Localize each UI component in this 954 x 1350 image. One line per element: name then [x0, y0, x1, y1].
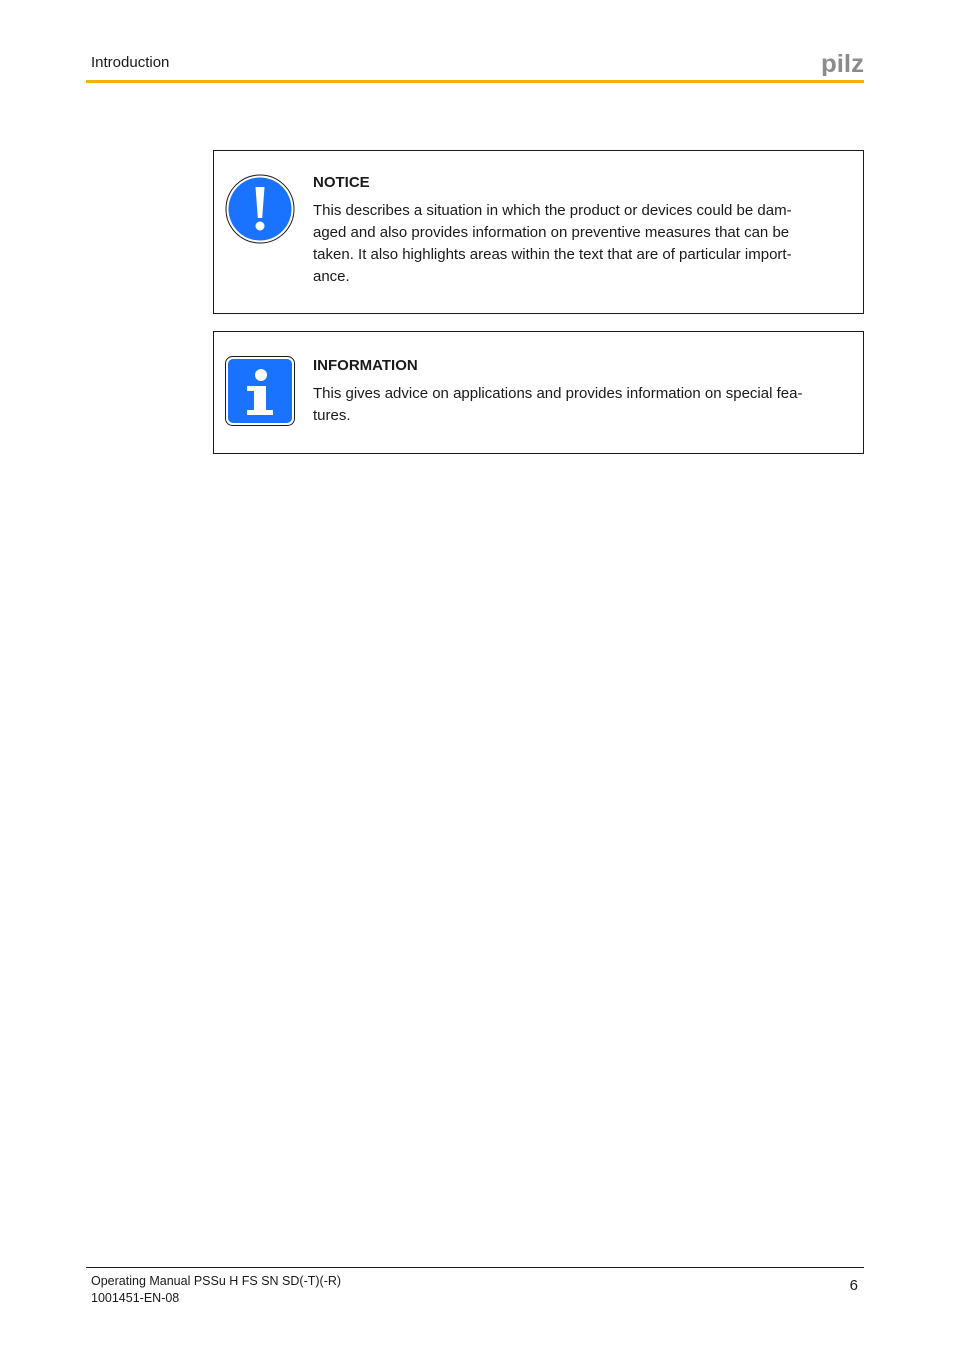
logo-text: pilz — [821, 52, 864, 76]
footer-rule — [86, 1267, 864, 1268]
notice-box — [213, 150, 864, 314]
header-rule — [86, 80, 864, 83]
page-number: 6 — [849, 1277, 858, 1294]
notice-heading: NOTICE — [313, 174, 370, 191]
pilz-logo — [821, 52, 864, 76]
information-box — [213, 331, 864, 454]
footer-document-code: 1001451-EN-08 — [91, 1291, 180, 1305]
information-body: This gives advice on applications and provides information on special fea- tures. — [313, 385, 803, 424]
notice-body: This describes a situation in which the product or devices could be dam- aged and also provides information on preventive measures that can be taken. It also highlights areas within the text that are of particular import- ance. — [313, 202, 792, 285]
section-title: Introduction — [91, 54, 170, 71]
information-heading: INFORMATION — [313, 357, 418, 374]
info-square-icon — [225, 356, 295, 426]
exclamation-circle-icon — [225, 174, 295, 244]
footer-manual-title: Operating Manual PSSu H FS SN SD(-T)(-R) — [91, 1274, 342, 1288]
